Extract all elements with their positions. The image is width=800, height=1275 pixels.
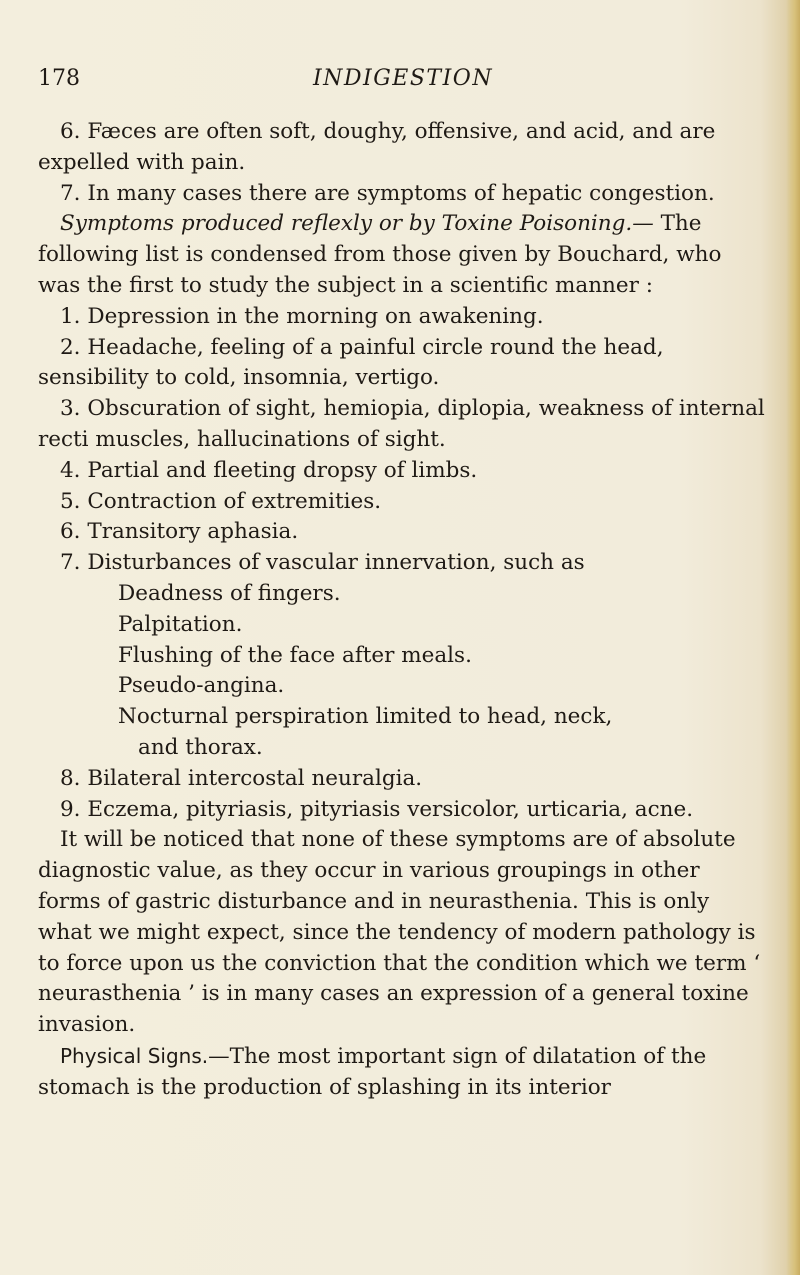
list-item: 9. Eczema, pityriasis, pityriasis versicolor, urticaria, acne. — [60, 796, 694, 822]
list-item: 7. Disturbances of vascular innervation, such as — [60, 550, 585, 576]
page-header — [38, 66, 768, 102]
list-item: 4. Partial and fleeting dropsy of limbs. — [60, 457, 478, 483]
sublist-item: Nocturnal perspiration limited to head, neck, — [118, 704, 613, 730]
sublist-item-continuation: and thorax. — [138, 734, 263, 760]
section-intro: The following list is condensed from those given by Bouchard, who was the first to study the subject in a scientific manner : — [38, 211, 722, 298]
list-item: 6. Transitory aphasia. — [60, 519, 299, 545]
list-item: 8. Bilateral intercostal neuralgia. — [60, 765, 423, 791]
page-body — [38, 117, 768, 1104]
list-item: 2. Headache, feeling of a painful circle round the head, sensibility to cold, insomnia, vertigo. — [38, 334, 664, 391]
physical-signs-heading: Physical Signs. — [60, 1043, 209, 1068]
paragraph-item-7: 7. In many cases there are symptoms of hepatic congestion. — [60, 180, 715, 206]
page-number: 178 — [38, 66, 80, 91]
physical-signs-paragraph — [38, 1041, 768, 1104]
page-edge-shading — [786, 0, 800, 1275]
section-paragraph — [38, 209, 768, 301]
paragraph-item-6: 6. Fæces are often soft, doughy, offensive, and acid, and are expelled with pain. — [38, 119, 716, 175]
list-item: 5. Contraction of extremities. — [60, 488, 382, 514]
physical-signs-text: —The most important sign of dilatation of the stomach is the production of splashing in its interior — [38, 1043, 707, 1100]
sublist-item: Palpitation. — [118, 611, 243, 637]
sublist-item: Deadness of fingers. — [118, 580, 341, 606]
section-heading: Symptoms produced reflexly or by Toxine Poisoning.— — [60, 211, 654, 237]
sublist-item: Flushing of the face after meals. — [118, 642, 472, 668]
discussion-paragraph: It will be noticed that none of these symptoms are of absolute diagnostic value, as they occur in various groupings in other forms of gastric disturbance and in neurasthenia. This is only what we might expect, since the tendency of modern pathology is to force upon us the conviction that the condition which we term ‘ neurasthenia ’ is in many cases an expression of a general toxine invasion. — [38, 827, 761, 1038]
sublist-item: Pseudo-angina. — [118, 673, 285, 699]
running-head: INDIGESTION — [312, 66, 494, 91]
list-item: 3. Obscuration of sight, hemiopia, diplopia, weakness of internal recti muscles, hallucinations of sight. — [38, 396, 765, 452]
list-item: 1. Depression in the morning on awakening. — [60, 303, 544, 329]
